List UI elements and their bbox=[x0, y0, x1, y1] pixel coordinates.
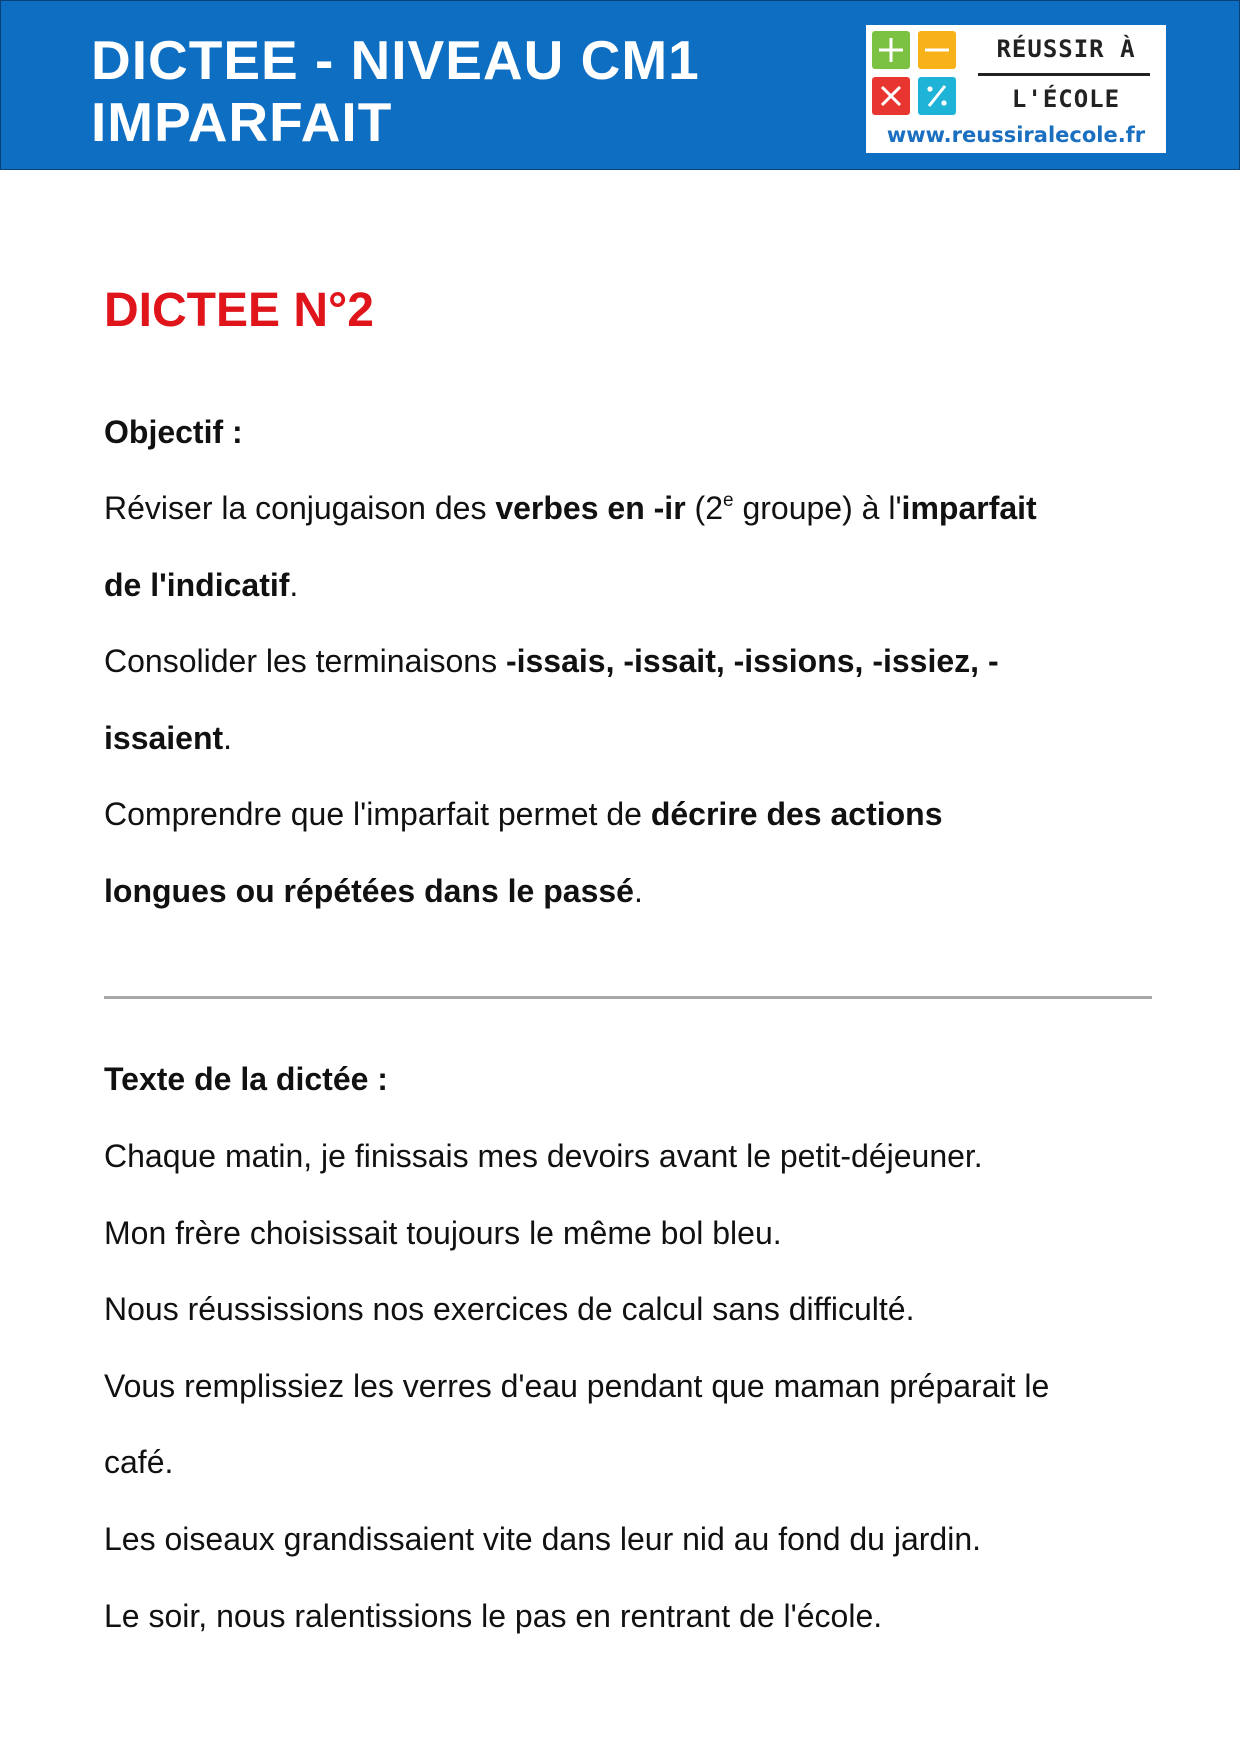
dictee-line-4: Vous remplissiez les verres d'eau pendant que maman préparait le bbox=[104, 1368, 1050, 1404]
dictee-line-2: Mon frère choisissait toujours le même bol bleu. bbox=[104, 1215, 782, 1251]
objectif-text-bold: décrire des actions bbox=[650, 796, 943, 832]
dictee-line-3: Nous réussissions nos exercices de calcul sans difficulté. bbox=[104, 1291, 915, 1327]
logo-url: www.reussiralecole.fr bbox=[886, 123, 1146, 147]
minus-icon bbox=[918, 31, 956, 69]
objectif-text: Réviser la conjugaison des bbox=[104, 490, 496, 526]
header-banner bbox=[0, 0, 1240, 170]
header-title-line2: IMPARFAIT bbox=[91, 91, 393, 153]
dictee-line-6: Les oiseaux grandissaient vite dans leur nid au fond du jardin. bbox=[104, 1521, 982, 1557]
objectif-line-6 bbox=[104, 871, 643, 911]
header-title-line1: DICTEE - NIVEAU CM1 bbox=[91, 29, 700, 91]
logo-text-ecole: L'ÉCOLE bbox=[1011, 85, 1121, 113]
site-logo bbox=[866, 25, 1166, 153]
objectif-line-5 bbox=[104, 794, 943, 834]
objectif-text: groupe) à l' bbox=[733, 490, 902, 526]
header-title bbox=[91, 29, 700, 153]
dictee-title: DICTEE N°2 bbox=[104, 284, 374, 337]
dictee-line-7: Le soir, nous ralentissions le pas en rentrant de l'école. bbox=[104, 1598, 883, 1634]
section-divider bbox=[104, 996, 1152, 999]
objectif-text: . bbox=[223, 720, 233, 756]
dictee-line-5: café. bbox=[104, 1444, 174, 1480]
objectif-line-2 bbox=[104, 565, 298, 605]
percent-icon bbox=[918, 77, 956, 115]
objectif-text-bold: imparfait bbox=[901, 490, 1037, 526]
objectif-superscript: e bbox=[722, 490, 734, 511]
objectif-text: . bbox=[633, 873, 643, 909]
objectif-line-4 bbox=[104, 718, 232, 758]
logo-text-reussir: RÉUSSIR À bbox=[996, 35, 1136, 63]
texte-label: Texte de la dictée : bbox=[104, 1061, 388, 1097]
objectif-text-bold: longues ou répétées dans le passé bbox=[104, 873, 634, 909]
dictee-line-1: Chaque matin, je finissais mes devoirs avant le petit-déjeuner. bbox=[104, 1138, 983, 1174]
objectif-line-1 bbox=[104, 488, 1037, 528]
objectif-text: . bbox=[289, 567, 299, 603]
objectif-text: Comprendre que l'imparfait permet de bbox=[104, 796, 651, 832]
logo-divider bbox=[978, 73, 1150, 76]
objectif-line-3 bbox=[104, 641, 999, 681]
objectif-text: Consolider les terminaisons bbox=[104, 643, 506, 679]
times-icon bbox=[872, 77, 910, 115]
objectif-text: (2 bbox=[685, 490, 723, 526]
objectif-text-bold: verbes en -ir bbox=[495, 490, 686, 526]
objectif-text-bold: de l'indicatif bbox=[104, 567, 290, 603]
objectif-text-bold: issaient bbox=[104, 720, 224, 756]
objectif-text-bold: -issais, -issait, -issions, -issiez, - bbox=[505, 643, 999, 679]
plus-icon bbox=[872, 31, 910, 69]
objectif-label: Objectif : bbox=[104, 414, 243, 450]
